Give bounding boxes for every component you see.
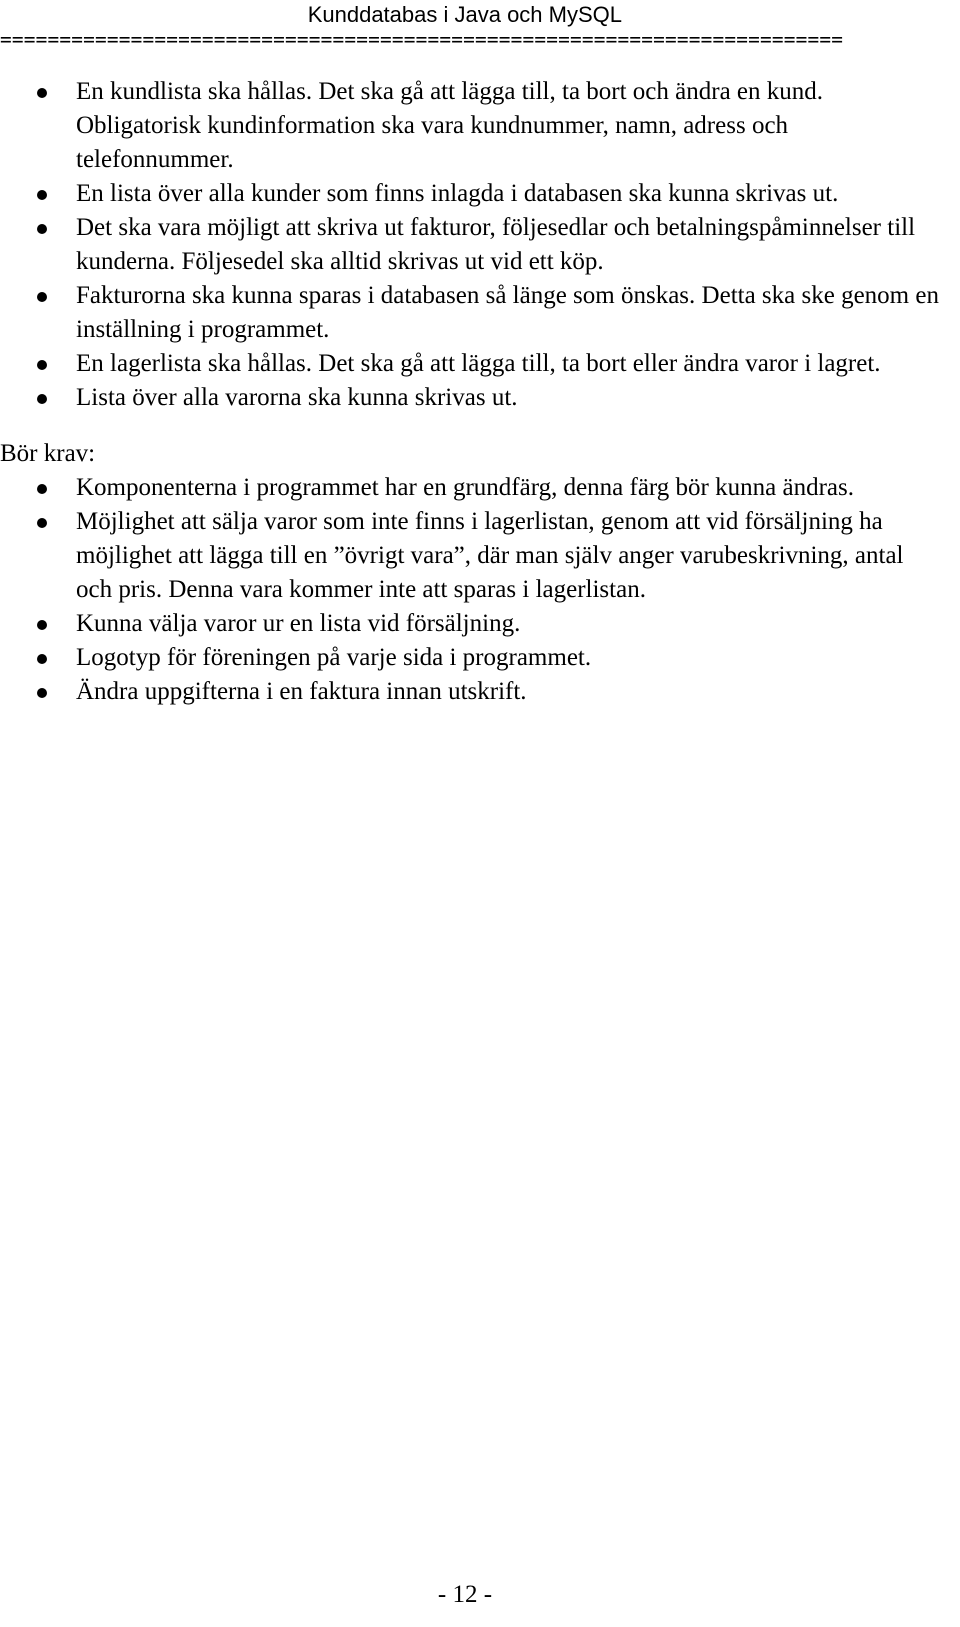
bullet-icon [37,88,47,98]
list-item-text: Ändra uppgifterna i en faktura innan utskrift. [76,678,527,705]
list-item-text: En lista över alla kunder som finns inlagda i databasen ska kunna skrivas ut. [76,180,839,207]
list-item [0,211,940,279]
header-rule: ======================================================================= [0,30,844,50]
bullet-icon [37,224,47,234]
header-title: Kunddatabas i Java och MySQL [307,2,622,27]
bullet-icon [37,620,47,630]
list-item [0,607,940,641]
document-body [0,75,940,709]
bullet-icon [37,654,47,664]
list-item [0,641,940,675]
list-item-text: Logotyp för föreningen på varje sida i programmet. [76,644,592,671]
list-item-text: Lista över alla varorna ska kunna skrivas ut. [76,384,518,411]
list-item-text: Kunna välja varor ur en lista vid försäljning. [76,610,521,637]
list-item-text: Möjlighet att sälja varor som inte finns i lagerlistan, genom att vid försäljning ha möjlighet att lägga till en ”övrigt vara”, där man själv anger varubeskrivning, antal och pris. Denna vara kommer inte att sparas i lagerlistan. [76,508,904,603]
must-requirements-list [0,75,940,415]
list-item-text: Komponenterna i programmet har en grundfärg, denna färg bör kunna ändras. [76,474,854,501]
list-item [0,505,940,607]
list-item [0,347,940,381]
should-requirements-list [0,471,940,709]
section-heading: Bör krav: [0,440,96,467]
list-item-text: En kundlista ska hållas. Det ska gå att lägga till, ta bort och ändra en kund. Obligatorisk kundinformation ska vara kundnummer, namn, adress och telefonnummer. [76,78,824,173]
list-item [0,675,940,709]
bullet-icon [37,394,47,404]
list-item [0,75,940,177]
list-item [0,471,940,505]
list-item [0,381,940,415]
list-item [0,279,940,347]
page-number: - 12 - [437,1581,493,1608]
bullet-icon [37,360,47,370]
list-item [0,177,940,211]
bullet-icon [37,518,47,528]
list-item-text: Det ska vara möjligt att skriva ut fakturor, följesedlar och betalningspåminnelser till kunderna. Följesedel ska alltid skrivas ut vid ett köp. [76,214,916,275]
list-item-text: Fakturorna ska kunna sparas i databasen så länge som önskas. Detta ska ske genom en inställning i programmet. [76,282,939,343]
bullet-icon [37,688,47,698]
bullet-icon [37,292,47,302]
bullet-icon [37,190,47,200]
page-header [0,0,960,48]
list-item-text: En lagerlista ska hållas. Det ska gå att lägga till, ta bort eller ändra varor i lagret. [76,350,881,377]
bullet-icon [37,484,47,494]
